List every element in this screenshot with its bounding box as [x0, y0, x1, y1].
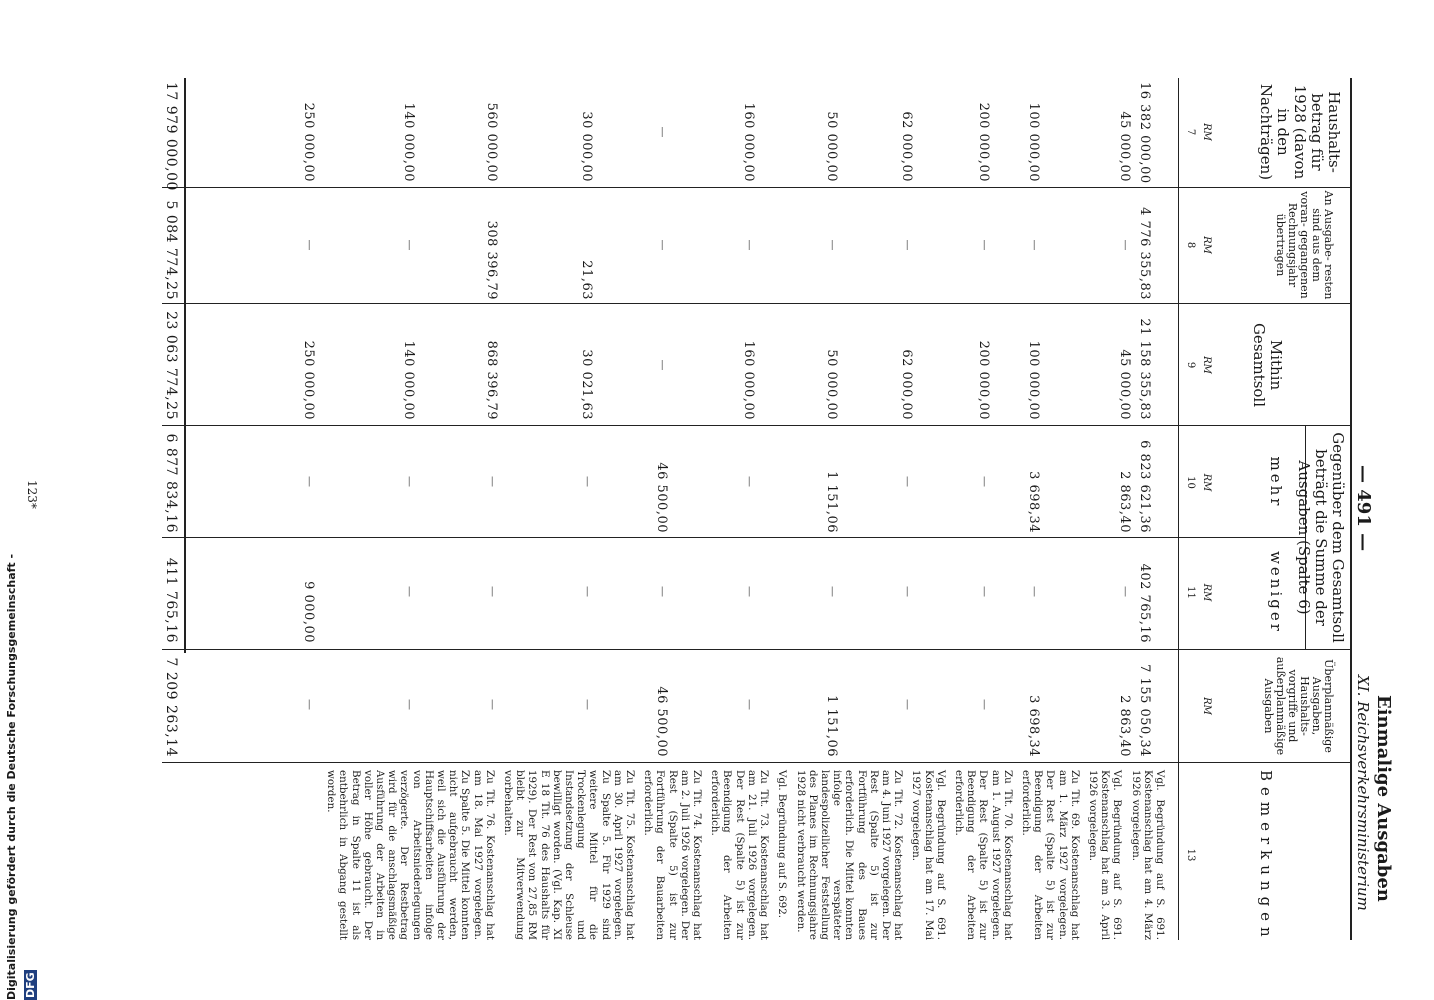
cell-c12-row-7: — — [743, 699, 756, 710]
cell-c10-row-11: — — [403, 476, 416, 487]
cell-c8-row-4: — — [978, 239, 991, 251]
footer-page-number: 123* — [25, 480, 39, 509]
cell-c12-row-11: — — [403, 699, 416, 710]
cell-c12-row-6: 1 151,06 — [824, 695, 839, 757]
col7-unit: RM — [1201, 123, 1212, 141]
cell-c9-row-3: 100 000,00 — [1026, 340, 1041, 420]
col7-header: Haushalts- betrag für 1928 (davon in den Nachträgen) — [1257, 83, 1343, 181]
remark-6: Zu Tit. 72. Kostenanschlag hat am 4. Juni 1927 vorgelegen. Der Rest (Spalte 5) ist zur Fortführung des Baues erforderlich. Die Mittel konnten infolge verspäteter landespolizeilicher Feststellung des Planes im Rechnungsjahre 1928 nicht verbraucht werden. — [794, 770, 905, 940]
cell-c11-row-3: — — [1028, 586, 1041, 597]
cell-c10-row-3: 3 698,34 — [1026, 471, 1041, 533]
cell-c8-row-2: — — [1119, 239, 1132, 251]
cell-c8-row-12: — — [303, 239, 316, 251]
cell-c7-row-7: 160 000,00 — [741, 102, 756, 182]
col7-number: 7 — [1185, 128, 1196, 136]
cell-c8-row-10: 308 396,79 — [484, 220, 499, 300]
cell-c9-row-11: 140 000,00 — [401, 340, 416, 420]
cell-c7-row-6: 50 000,00 — [824, 111, 839, 182]
cell-c10-row-4: — — [978, 476, 991, 487]
cell-c12-row-3: 3 698,34 — [1026, 695, 1041, 757]
total-c10: 6 877 834,16 — [163, 433, 179, 533]
remark-10: Zu Tit. 75. Kostenanschlag hat am 30. April 1927 vorgelegen. Zu Spalte 5. Für 1929 sind weitere Mittel für die Trockenlegung und Instandsetzung der Schleuse bewilligt worden. (Vgl. Kap. XI E 18 Tit. 76 des Haushalts für 1929). Der Rest von 27,85 RM bleibt zur Mitverwendung vorbehalten. — [502, 770, 637, 940]
cell-c7-row-9: 30 000,00 — [579, 111, 594, 182]
col10-number: 10 — [1185, 476, 1196, 489]
cell-c10-row-12: — — [303, 476, 316, 487]
col13-number: 13 — [1185, 848, 1196, 862]
cell-c8-row-8: — — [656, 239, 669, 251]
cell-c12-row-1: 7 155 050,34 — [1137, 664, 1152, 757]
remark-1: Vgl. Begründung auf S. 691. Kostenanschlag hat am 4. März 1926 vorgelegen. — [1129, 770, 1166, 940]
cell-c9-row-9: 30 021,63 — [579, 349, 594, 420]
cell-c7-row-3: 100 000,00 — [1026, 102, 1041, 182]
cell-c7-row-11: 140 000,00 — [401, 102, 416, 182]
cell-c7-row-5: 62 000,00 — [899, 111, 914, 182]
col-separator-7-8 — [162, 187, 1352, 188]
cell-c11-row-4: — — [978, 586, 991, 597]
cell-c9-row-4: 200 000,00 — [976, 340, 991, 420]
remark-5: Vgl. Begründung auf S. 691. Kostenanschlag hat am 17. Mai 1927 vorgelegen. — [910, 770, 947, 940]
dfg-logo: DFG — [24, 972, 37, 998]
total-c7: 17 979 000,00 — [163, 82, 179, 191]
cell-c9-row-12: 250 000,00 — [301, 340, 316, 420]
cell-c10-row-7: — — [743, 476, 756, 487]
cell-c12-row-5: — — [901, 699, 914, 710]
remark-7: Vgl. Begründung auf S. 692. — [776, 770, 789, 919]
cell-c10-row-8: 46 500,00 — [654, 462, 669, 533]
cell-c9-row-2: 45 000,00 — [1117, 349, 1132, 420]
totals-top-rule — [184, 78, 186, 653]
col11-header: weniger — [1267, 551, 1285, 634]
cell-c9-row-1: 21 158 355,83 — [1137, 318, 1152, 420]
cell-c7-row-2: 45 000,00 — [1117, 111, 1132, 182]
col11-unit: RM — [1201, 583, 1212, 602]
col-separator-8-9 — [162, 303, 1352, 304]
cell-c10-row-9: — — [581, 476, 594, 487]
cell-c8-row-11: — — [403, 239, 416, 251]
digitization-text: Digitalisierung gefördert durch die Deutsche Forschungsgemeinschaft - — [5, 553, 18, 1000]
col8-unit: RM — [1201, 236, 1212, 254]
cell-c7-row-8: — — [656, 126, 669, 138]
cell-c11-row-10: — — [486, 586, 499, 597]
remark-8: Zu Tit. 73. Kostenanschlag hat am 21. Juli 1926 vorgelegen. Der Rest (Spalte 5) ist zur Beendigung der Arbeiten erforderlich. — [709, 770, 771, 940]
remark-3: Zu Tit. 69. Kostenanschlag hat am 1. März 1927 vorgelegen. Der Rest (Spalte 5) ist zur Beendigung der Arbeiten erforderlich. — [1019, 770, 1081, 940]
cell-c8-row-9: 21,63 — [579, 260, 594, 300]
cell-c9-row-7: 160 000,00 — [741, 340, 756, 420]
cell-c12-row-4: — — [978, 699, 991, 710]
col-separator-10-11 — [162, 537, 1306, 538]
cell-c9-row-8: — — [656, 359, 669, 371]
digitization-note — [0, 553, 37, 1000]
total-c8: 5 084 774,25 — [163, 200, 179, 300]
total-c9: 23 063 774,25 — [163, 311, 179, 420]
cell-c12-row-9: — — [581, 699, 594, 710]
cell-c11-row-5: — — [901, 586, 914, 597]
cell-c11-row-9: — — [581, 586, 594, 597]
cell-c10-row-6: 1 151,06 — [824, 471, 839, 533]
col8-number: 8 — [1185, 241, 1196, 249]
cell-c12-row-8: 46 500,00 — [654, 686, 669, 757]
group-header: Gegenüber dem Gesamtsoll beträgt die Summe der Ausgaben (Spalte 6) — [1295, 432, 1347, 643]
col10-unit: RM — [1201, 473, 1212, 492]
cell-c11-row-8: — — [656, 586, 669, 597]
total-c11: 411 765,16 — [163, 557, 179, 643]
total-c12: 7 209 263,14 — [163, 657, 179, 757]
page-number: — 491 — — [1353, 465, 1374, 552]
remark-4: Zu Tit. 70. Kostenanschlag hat am 1. August 1927 vorgelegen. Der Rest (Spalte 5) ist zur Beendigung der Arbeiten erforderlich. — [952, 770, 1014, 940]
cell-c8-row-3: — — [1028, 239, 1041, 251]
remarks-flow — [319, 770, 1166, 940]
col12-unit: RM — [1201, 697, 1212, 715]
cell-c9-row-5: 62 000,00 — [899, 349, 914, 420]
remark-9: Zu Tit. 74. Kostenanschlag hat am 2. Juli 1926 vorgelegen. Der Rest (Spalte 5) ist zur Fortführung der Bauarbeiten erforderlich. — [642, 770, 704, 940]
cell-c8-row-1: 4 776 355,83 — [1137, 207, 1152, 300]
section-subtitle: XI. Reichsverkehrsministerium — [1354, 675, 1372, 911]
cell-c11-row-6: — — [826, 586, 839, 597]
table-top-rule — [1350, 78, 1352, 940]
cell-c12-row-10: — — [486, 699, 499, 710]
cell-c12-row-2: 2 863,40 — [1117, 695, 1132, 757]
cell-c10-row-2: 2 863,40 — [1117, 471, 1132, 533]
cell-c11-row-2: — — [1119, 586, 1132, 597]
cell-c12-row-12: — — [303, 699, 316, 710]
remark-2: Vgl. Begründung auf S. 691. Kostenanschlag hat am 3. April 1926 vorgelegen. — [1086, 770, 1124, 940]
cell-c11-row-7: — — [743, 586, 756, 597]
cell-c7-row-4: 200 000,00 — [976, 102, 991, 182]
cell-c7-row-10: 560 000,00 — [484, 102, 499, 182]
col-separator-11-12 — [162, 649, 1352, 650]
remark-11: Zu Tit. 76. Kostenanschlag hat am 18. Mai 1927 vorgelegen. Zu Spalte 5. Die Mittel konnten nicht aufgebraucht werden, weil sich die Ausführung der Hauptschiffsarbeiten infolge von Arbeitsniederlegungen verzögerte. Der Restbetrag wird für die anschlagsmäßige Ausführung der Arbeiten in voller Höhe gebraucht. Der Betrag in Spalte 11 ist als entbehrlich in Abgang gestellt worden. — [325, 770, 496, 940]
col12-header: Überplanmäßige Ausgaben, Haushalts- vorgriffe und außerplanmäßige Ausgaben — [1262, 656, 1335, 756]
col9-number: 9 — [1185, 361, 1196, 369]
cell-c7-row-12: 250 000,00 — [301, 102, 316, 182]
cell-c11-row-12: 9 000,00 — [301, 581, 316, 643]
col9-unit: RM — [1201, 356, 1212, 374]
section-title: Einmalige Ausgaben — [1373, 695, 1394, 902]
cell-c8-row-7: — — [743, 239, 756, 251]
cell-c10-row-5: — — [901, 476, 914, 487]
cell-c10-row-10: — — [486, 476, 499, 487]
col13-header: Bemerkungen — [1257, 770, 1275, 943]
col10-header: mehr — [1267, 456, 1285, 509]
cell-c9-row-10: 868 396,79 — [484, 340, 499, 420]
col-separator-9-10 — [162, 425, 1352, 426]
cell-c11-row-11: — — [403, 586, 416, 597]
col8-header: An Ausgabe- resten sind aus dem voran- gegangenen Rechnungsjahr übertragen — [1274, 190, 1335, 300]
cell-c7-row-1: 16 382 000,00 — [1137, 82, 1152, 184]
col-separator-12-13 — [162, 762, 1352, 763]
cell-c11-row-1: 402 765,16 — [1137, 563, 1152, 643]
col11-number: 11 — [1185, 586, 1196, 599]
cell-c8-row-6: — — [826, 239, 839, 251]
header-bottom-rule — [1178, 78, 1179, 940]
col9-header: Mithin Gesamtsoll — [1250, 322, 1285, 408]
cell-c10-row-1: 6 823 621,36 — [1137, 440, 1152, 533]
cell-c9-row-6: 50 000,00 — [824, 349, 839, 420]
cell-c8-row-5: — — [901, 239, 914, 251]
